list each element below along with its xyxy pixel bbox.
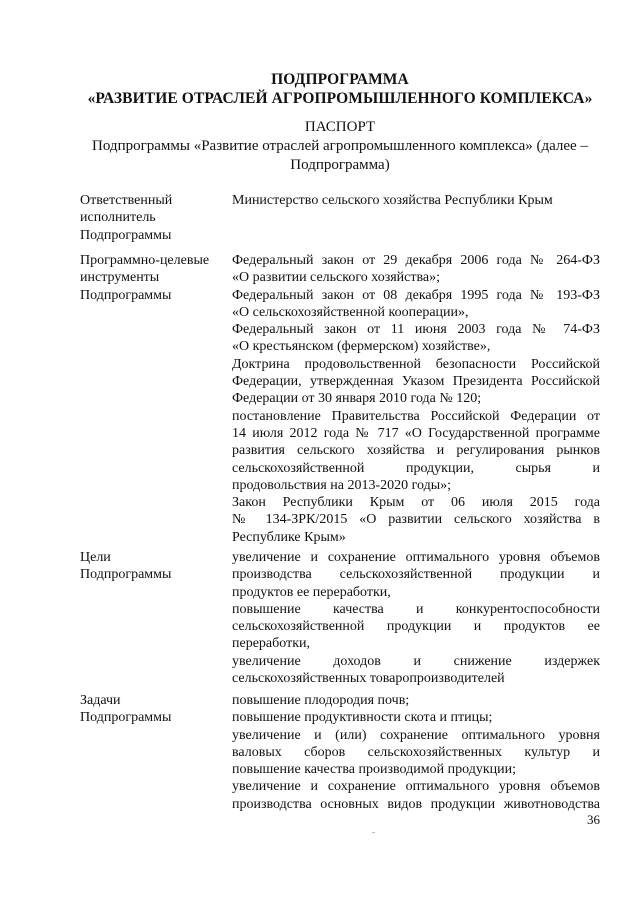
heading-line-1: ПОДПРОГРАММА [271, 71, 409, 88]
row-value-line: повышение качества и конкурентоспособности [232, 601, 600, 617]
row-label [80, 692, 230, 727]
row-label-line: Цели [80, 550, 111, 565]
passport-subtitle-line-2: Подпрограмма) [290, 157, 390, 173]
row-label-line: инструменты [80, 270, 160, 286]
row-label-line: исполнитель [80, 210, 156, 226]
row-value-line: производства основных видов продукции животноводства [232, 796, 600, 812]
passport-title: ПАСПОРТ [304, 119, 376, 135]
row-label-line: Задачи [80, 693, 121, 708]
row-value-line: Республике Крым» [232, 529, 346, 545]
row-value-line: «О развитии сельского хозяйства»; [232, 270, 441, 286]
row-value-line: валовых сборов сельскохозяйственных культур и [232, 744, 600, 760]
page-number: 36 [587, 812, 600, 827]
row-label-line: Подпрограммы [80, 710, 172, 726]
scan-speck [372, 832, 375, 833]
row-value-line: увеличение и (или) сохранение оптимального уровня [232, 727, 600, 743]
row-value [232, 549, 600, 687]
row-label-line: Программно-целевые [80, 253, 210, 268]
row-value-line: Федеральный закон от 11 июня 2003 года № 74-ФЗ [232, 322, 600, 338]
row-value-line: Федеральный закон от 29 декабря 2006 года № 264-ФЗ [232, 253, 600, 268]
row-value-line: «О крестьянском (фермерском) хозяйстве», [232, 339, 491, 355]
row-value-line: продуктов ее переработки, [232, 584, 391, 600]
row-label-line: Подпрограммы [80, 287, 172, 303]
subprogram-heading [80, 70, 600, 108]
row-value-line: Федерации от 30 января 2010 года № 120; [232, 391, 482, 407]
row-value-line: № 134-ЗРК/2015 «О развитии сельского хозяйства в [232, 512, 600, 528]
row-value-line: сельскохозяйственной продукции и продуктов ее [232, 619, 600, 635]
row-value-line: Федерации, утвержденная Указом Президента Российской [232, 374, 600, 390]
row-value-line: увеличение и сохранение оптимального уровня объемов [232, 779, 600, 795]
row-value-line: Закон Республики Крым от 06 июля 2015 года [232, 495, 600, 511]
row-label [80, 549, 230, 584]
row-value [232, 192, 600, 209]
row-value-line: 14 июля 2012 года № 717 «О Государственной программе [232, 425, 600, 441]
row-value-line: постановление Правительства Российской Федерации от [232, 408, 600, 424]
row-label-line: Подпрограммы [80, 567, 172, 583]
row-value-line: сельскохозяйственной продукции, сырья и [232, 460, 600, 476]
row-value-line: повышение продуктивности скота и птицы; [232, 710, 493, 726]
row-label-line: Ответственный [80, 193, 173, 208]
row-value-line: Доктрина продовольственной безопасности Российской [232, 356, 600, 372]
row-value [232, 252, 600, 546]
row-value-line: «О сельскохозяйственной кооперации», [232, 304, 469, 320]
row-label [80, 252, 230, 304]
row-value-line: увеличение доходов и снижение издержек [232, 653, 600, 669]
row-label [80, 192, 230, 244]
passport-heading [80, 118, 600, 175]
row-label-line: Подпрограммы [80, 227, 172, 243]
row-value [232, 692, 600, 813]
row-value-line: Федеральный закон от 08 декабря 1995 года № 193-ФЗ [232, 287, 600, 303]
row-value-line: продовольствия на 2013-2020 годы»; [232, 477, 452, 493]
row-value-line: повышение качества производимой продукции; [232, 762, 516, 778]
row-value-line: сельскохозяйственных товаропроизводителей [232, 671, 505, 687]
passport-subtitle-line-1: Подпрограммы «Развитие отраслей агропромышленного комплекса» (далее – [92, 138, 588, 154]
heading-line-2: «РАЗВИТИЕ ОТРАСЛЕЙ АГРОПРОМЫШЛЕННОГО КОМПЛЕКСА» [87, 90, 593, 107]
row-value-line: производства сельскохозяйственной продукции и [232, 567, 600, 583]
row-value-line: переработки, [232, 636, 310, 652]
row-value-line: Министерство сельского хозяйства Республики Крым [232, 193, 553, 208]
row-value-line: развития сельского хозяйства и регулирования рынков [232, 443, 600, 459]
row-value-line: увеличение и сохранение оптимального уровня объемов [232, 550, 600, 565]
row-value-line: повышение плодородия почв; [232, 693, 410, 708]
